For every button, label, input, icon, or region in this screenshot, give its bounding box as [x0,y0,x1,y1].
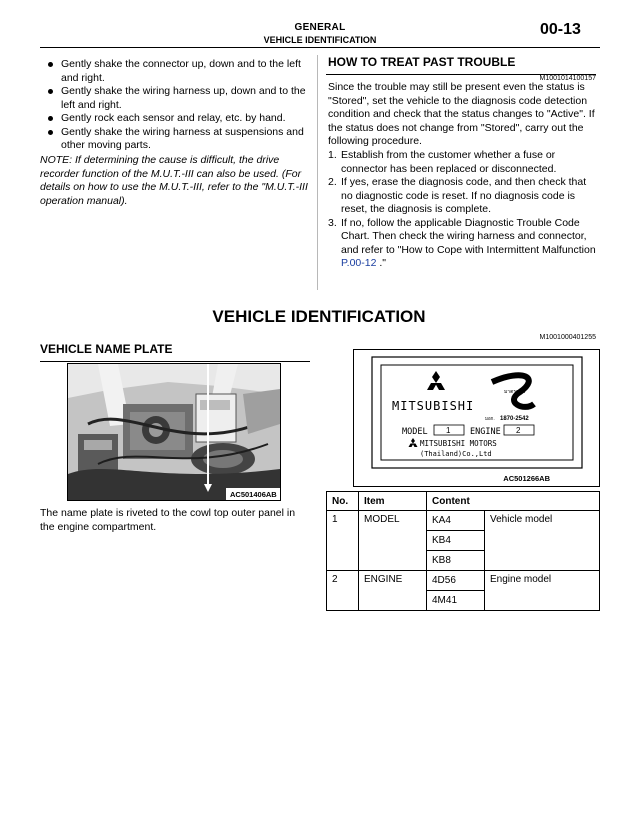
plate-maker-subtext: (Thailand)Co.,Ltd [420,450,492,458]
plate-model-number: 1 [446,426,451,435]
header-section-title: GENERAL [294,22,346,33]
name-plate-code-table [326,491,600,611]
name-plate-description: The name plate is riveted to the cowl top outer panel in the engine compartment. [40,507,296,533]
header-subsection-title: VEHICLE IDENTIFICATION [263,35,377,45]
bullet-dot-icon [48,130,53,135]
engine-photo-illustration [68,364,280,500]
page-reference-link[interactable]: P.00-12 [341,257,377,269]
header-content: Content [427,492,600,511]
check-bullet-list [46,58,306,153]
header-divider [40,47,600,48]
how-to-treat-heading: HOW TO TREAT PAST TROUBLE [328,55,516,69]
vehicle-name-plate-heading: VEHICLE NAME PLATE [40,342,173,356]
plate-brand-text: MITSUBISHI [392,399,475,413]
plate-figure-code: AC501266AB [503,474,550,483]
name-plate-illustration [354,350,599,486]
column-divider [317,55,318,290]
table-row [327,511,600,531]
how-to-treat-intro: Since the trouble may still be present even the status is "Stored", set the vehicle to the diagnosis code detection condition and check that the status changes to "Active". If the status does not change from "Stored", carry out the following procedure. [328,81,595,147]
cell-no: 2 [327,571,359,611]
cell-code: KB4 [427,531,485,551]
plate-engine-number: 2 [516,426,521,435]
plate-std-label: มอก. [485,417,495,422]
cell-code: 4M41 [427,591,485,611]
engine-compartment-photo [67,363,281,501]
heading-underline [40,361,310,362]
bullet-dot-icon [48,116,53,121]
cell-code: KB8 [427,551,485,571]
bullet-item: Gently shake the connector up, down and to the left and right. [46,58,306,85]
table-row [327,571,600,591]
bullet-item: Gently shake the wiring harness at suspensions and other moving parts. [46,126,306,153]
header-item: Item [359,492,427,511]
photo-figure-code: AC501406AB [230,490,277,499]
vehicle-identification-doc-id: M1001000401255 [539,334,596,341]
cell-no: 1 [327,511,359,571]
plate-maker-text: MITSUBISHI MOTORS [420,439,497,448]
plate-std-number: 1870-2542 [500,416,529,422]
table-header-row [327,492,600,511]
note-text: NOTE: If determining the cause is difficult, the drive recorder function of the M.U.T.-III can also be used. (For details on how to use the M.U.T.-III, refer to the "M.U.T.-III operation manual). [40,154,308,207]
cell-code: 4D56 [427,571,485,591]
bullet-dot-icon [48,62,53,67]
vehicle-identification-heading: VEHICLE IDENTIFICATION [212,307,426,326]
procedure-step: 2. If yes, erase the diagnosis code, and then check that no diagnostic code is reset. If no diagnosis code is reset, the diagnosis is complete. [328,176,587,215]
cell-meaning: Engine model [485,571,600,611]
procedure-steps [328,149,600,271]
plate-engine-label: ENGINE [470,427,501,437]
cell-code: KA4 [427,511,485,531]
name-plate-figure [353,349,600,487]
bullet-item: Gently rock each sensor and relay, etc. by hand. [46,112,306,126]
procedure-step: 1. Establish from the customer whether a fuse or connector has been replaced or disconnected. [328,149,557,175]
bullet-dot-icon [48,89,53,94]
bullet-item: Gently shake the wiring harness up, down and to the left and right. [46,85,306,112]
header-no: No. [327,492,359,511]
cell-meaning: Vehicle model [485,511,600,571]
how-to-treat-doc-id: M1001014100157 [539,75,596,82]
plate-model-label: MODEL [402,427,428,437]
cell-item: ENGINE [359,571,427,611]
procedure-step: 3. If no, follow the applicable Diagnostic Trouble Code Chart. Then check the wiring harness and connector, and refer to "How to Cope with Intermittent Malfunction P.00-12 ." [328,216,596,269]
seal-text: มาตรฐาน [504,389,526,395]
cell-item: MODEL [359,511,427,571]
page-number: 00-13 [540,21,581,38]
